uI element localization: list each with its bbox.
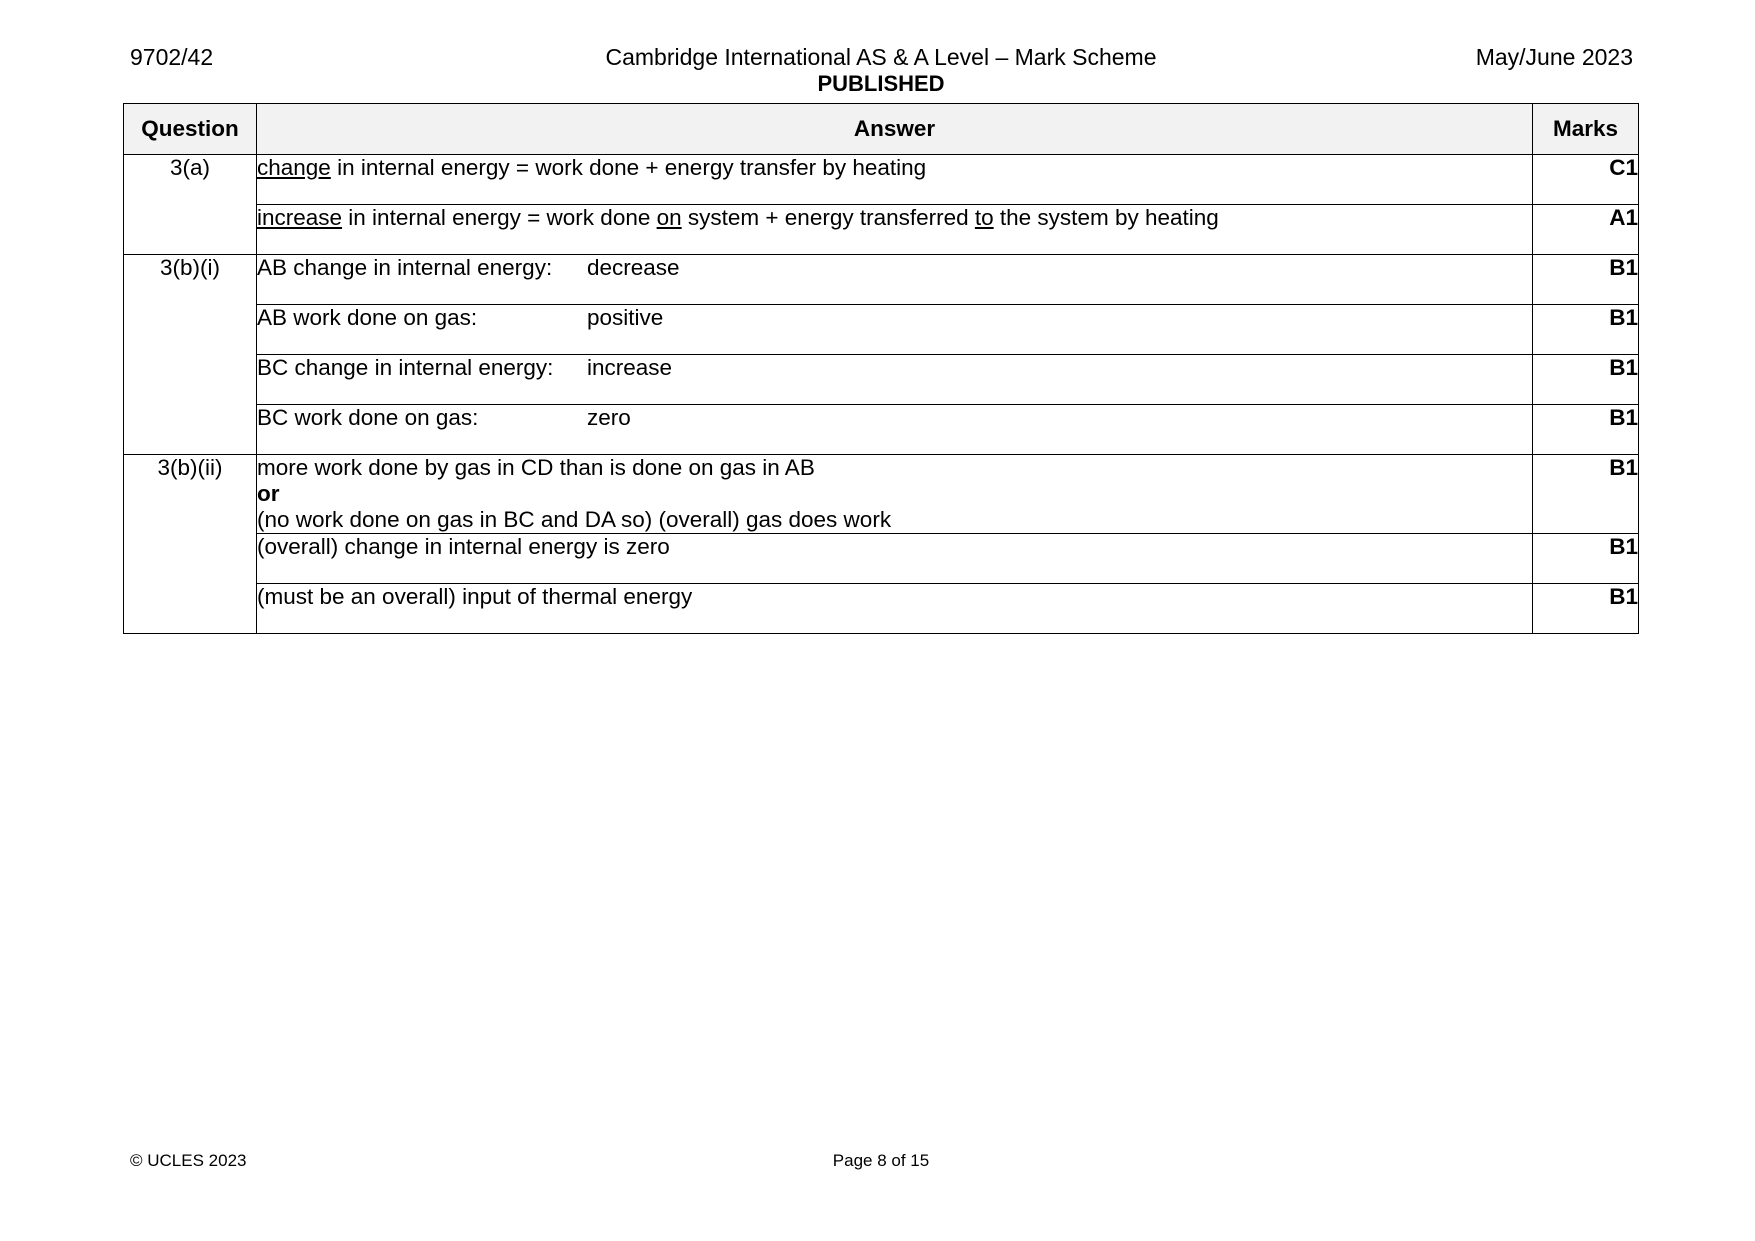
mark-cell: B1 — [1533, 305, 1639, 355]
table-row — [124, 155, 1639, 205]
answer-cell — [257, 205, 1533, 255]
table-row — [124, 355, 1639, 405]
answer-cell — [257, 155, 1533, 205]
answer-text: more work done by gas in CD than is done on gas in AB — [257, 455, 815, 480]
mark-cell: B1 — [1533, 534, 1639, 584]
answer-label: BC change in internal energy: — [257, 355, 554, 380]
answer-value: zero — [587, 405, 631, 430]
mark-cell: B1 — [1533, 255, 1639, 305]
mark-cell: B1 — [1533, 584, 1639, 634]
column-header-question: Question — [124, 104, 257, 155]
answer-cell: (must be an overall) input of thermal energy — [257, 584, 1533, 634]
underlined-term: change — [257, 155, 331, 180]
copyright-notice: © UCLES 2023 — [130, 1151, 247, 1170]
answer-text: in internal energy = work done + energy transfer by heating — [330, 155, 927, 180]
column-header-answer: Answer — [257, 104, 1533, 155]
table-header-row — [124, 104, 1639, 155]
answer-text: in internal energy = work done — [342, 205, 657, 230]
or-separator: or — [257, 481, 280, 506]
answer-cell — [257, 255, 1533, 305]
answer-cell: (overall) change in internal energy is zero — [257, 534, 1533, 584]
answer-value: decrease — [587, 255, 680, 280]
answer-label: AB work done on gas: — [257, 305, 478, 330]
answer-text: (no work done on gas in BC and DA so) (overall) gas does work — [257, 507, 892, 532]
mark-cell: C1 — [1533, 155, 1639, 205]
table-row — [124, 305, 1639, 355]
table-row — [124, 584, 1639, 634]
mark-cell: B1 — [1533, 355, 1639, 405]
table-row — [124, 405, 1639, 455]
mark-cell: A1 — [1533, 205, 1639, 255]
answer-cell — [257, 355, 1533, 405]
answer-text: system + energy transferred — [681, 205, 975, 230]
column-header-marks: Marks — [1533, 104, 1639, 155]
mark-cell: B1 — [1533, 455, 1639, 534]
question-number: 3(b)(ii) — [124, 455, 257, 634]
underlined-term: on — [656, 205, 682, 230]
table-row — [124, 534, 1639, 584]
answer-label: AB change in internal energy: — [257, 255, 553, 280]
question-number: 3(b)(i) — [124, 255, 257, 455]
answer-value: positive — [587, 305, 664, 330]
answer-cell — [257, 305, 1533, 355]
answer-cell — [257, 455, 1533, 534]
mark-scheme-table — [123, 103, 1639, 634]
exam-session: May/June 2023 — [1475, 44, 1633, 70]
underlined-term: increase — [257, 205, 343, 230]
table-row — [124, 255, 1639, 305]
answer-value: increase — [587, 355, 673, 380]
question-number: 3(a) — [124, 155, 257, 255]
answer-text: the system by heating — [993, 205, 1219, 230]
title-text: Cambridge International AS & A Level – Mark Scheme — [605, 44, 1157, 70]
mark-cell: B1 — [1533, 405, 1639, 455]
table-row — [124, 205, 1639, 255]
page-number: Page 8 of 15 — [832, 1151, 930, 1170]
table-row — [124, 455, 1639, 534]
answer-cell — [257, 405, 1533, 455]
paper-code: 9702/42 — [130, 44, 214, 70]
underlined-term: to — [974, 205, 994, 230]
answer-label: BC work done on gas: — [257, 405, 479, 430]
published-label: PUBLISHED — [817, 71, 945, 96]
